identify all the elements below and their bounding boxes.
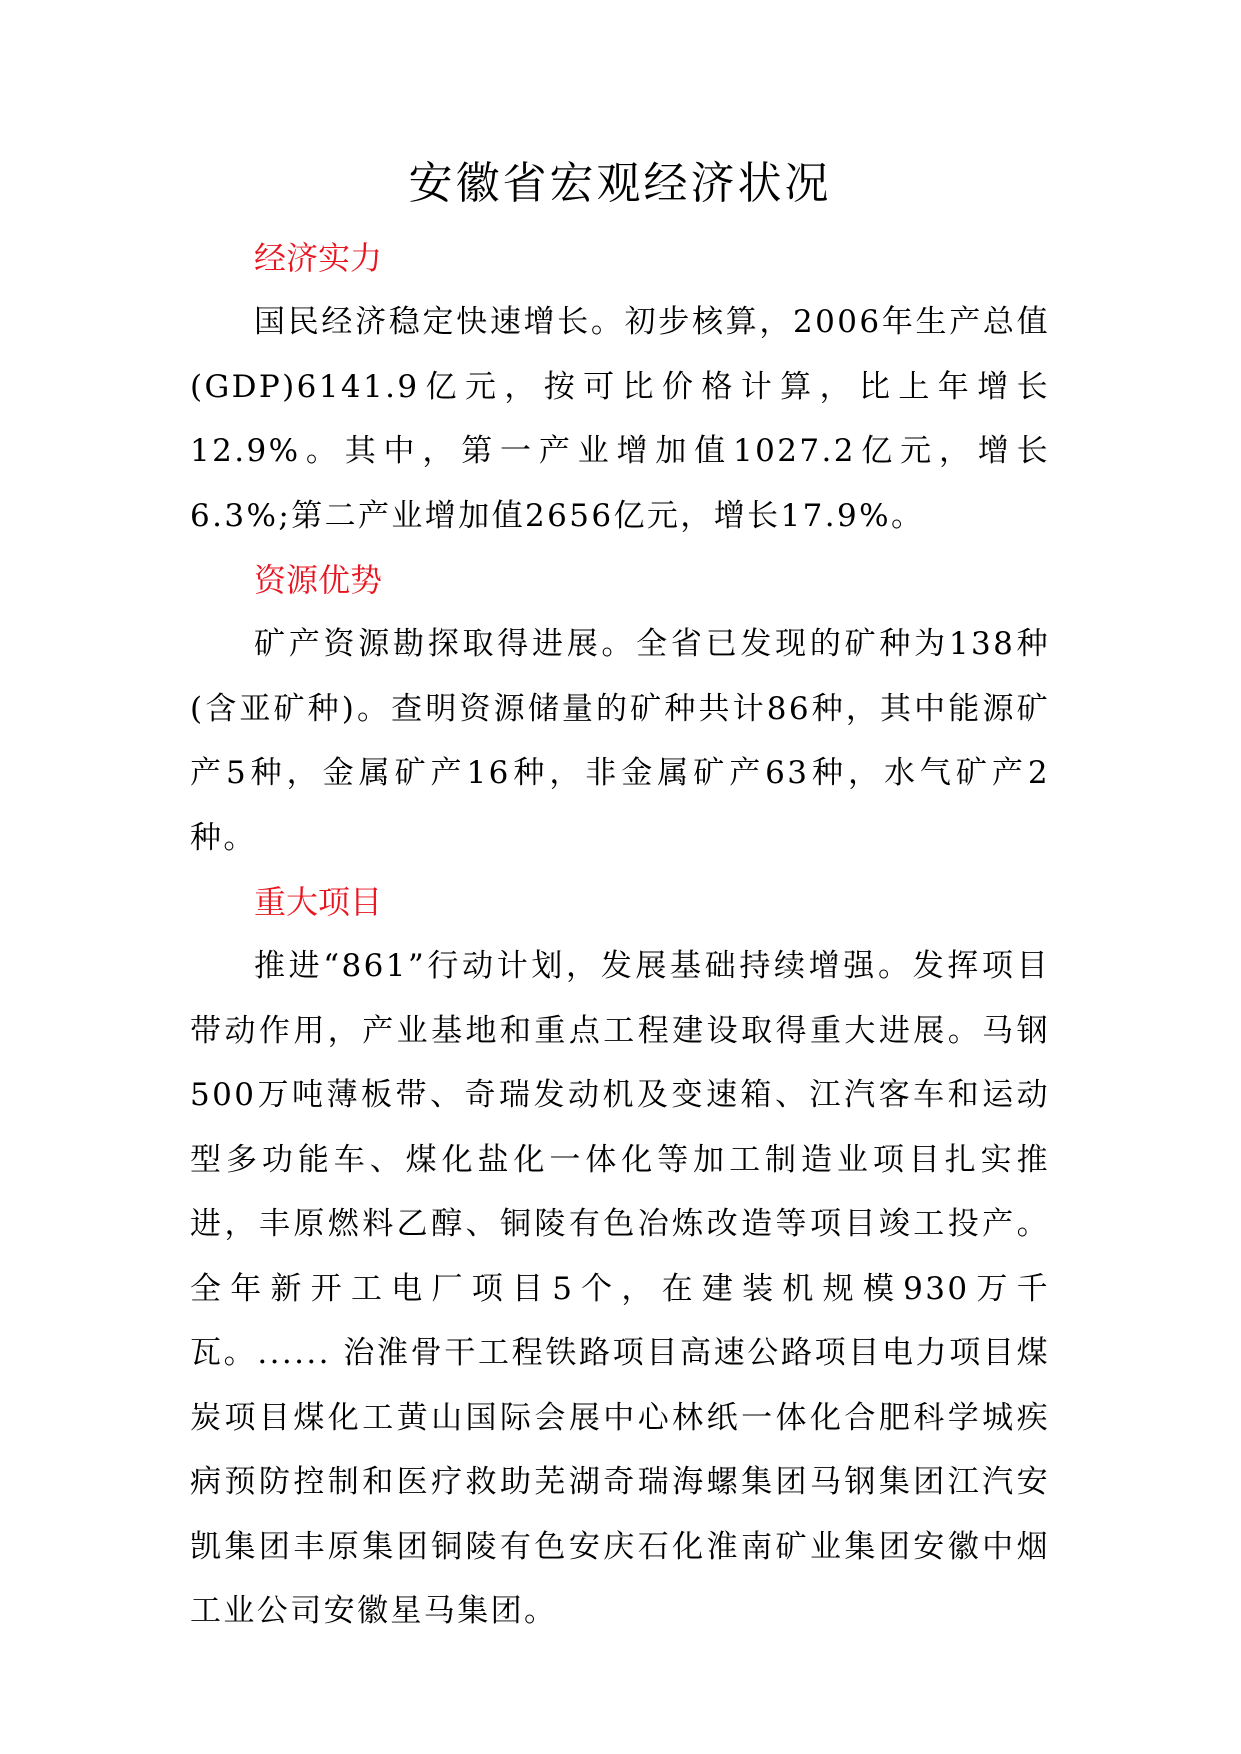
section-paragraph: 矿产资源勘探取得进展。全省已发现的矿种为138种(含亚矿种)。查明资源储量的矿种共计86种，其中能源矿产5种，金属矿产16种，非金属矿产63种，水气矿产2种。 [190, 626, 1050, 856]
section-paragraph: 推进“861”行动计划，发展基础持续增强。发挥项目带动作用，产业基地和重点工程建设取得重大进展。马钢500万吨薄板带、奇瑞发动机及变速箱、江汽客车和运动型多功能车、煤化盐化一体化等加工制造业项目扎实推进，丰原燃料乙醇、铜陵有色冶炼改造等项目竣工投产。全年新开工电厂项目5个，在建装机规模930万千瓦。...... 治淮骨干工程铁路项目高速公路项目电力项目煤炭项目煤化工黄山国际会展中心林纸一体化合肥科学城疾病预防控制和医疗救助芜湖奇瑞海螺集团马钢集团江汽安凯集团丰原集团铜陵有色安庆石化淮南矿业集团安徽中烟工业公司安徽星马集团。 [190, 948, 1050, 1629]
document-page [190, 150, 1050, 1644]
section-heading: 资源优势 [254, 561, 383, 599]
section-heading: 重大项目 [254, 883, 383, 921]
section-major-projects [190, 870, 1050, 1644]
section-economic-strength [190, 226, 1050, 548]
section-heading: 经济实力 [254, 239, 383, 277]
section-paragraph: 国民经济稳定快速增长。初步核算，2006年生产总值(GDP)6141.9亿元，按可比价格计算，比上年增长12.9%。其中，第一产业增加值1027.2亿元，增长6.3%;第二产业增加值2656亿元，增长17.9%。 [190, 304, 1050, 534]
document-title: 安徽省宏观经济状况 [408, 158, 832, 209]
section-resource-advantage [190, 548, 1050, 870]
